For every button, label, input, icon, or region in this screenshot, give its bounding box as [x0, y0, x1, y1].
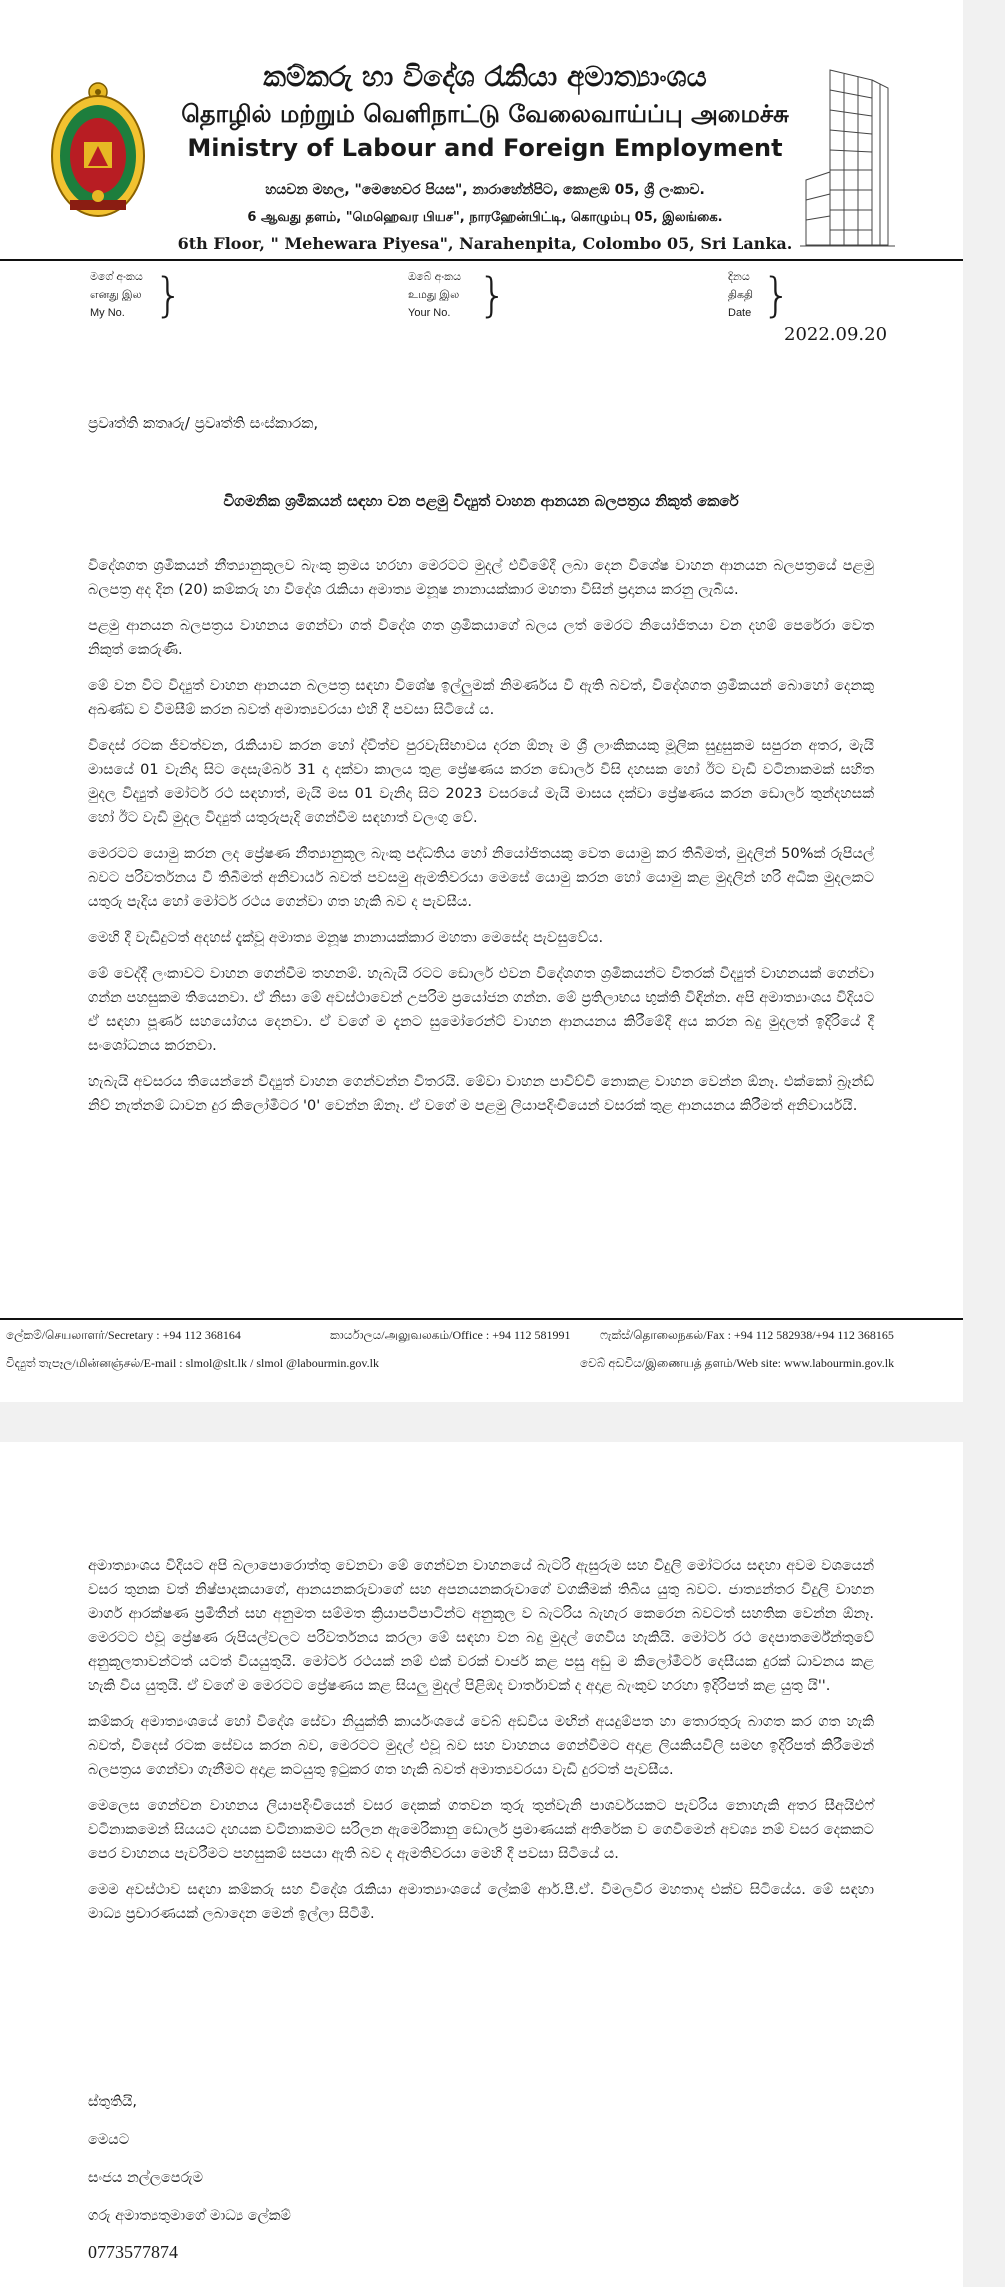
footer-fax: ෆැක්ස්/தொலைநகல்/Fax : +94 112 582938/+94 112 368165: [600, 1328, 894, 1342]
address-sinhala: හයවන මහල, "මෙහෙවර පියස", නාරාහේන්පිට, කොළඹ 05, ශ්‍රී ලංකාව.: [265, 182, 705, 198]
closing-thanks: ස්තුතියි,: [88, 2094, 138, 2110]
paragraph: මෙහි දී වැඩිදුටත් අදහස් දැක්වූ අමාත්‍ය මනූෂ නානායක්කාර මහතා මෙසේද පැවසුවේය.: [88, 930, 604, 946]
closing-for: මෙයට: [88, 2132, 130, 2148]
page2-body: [88, 1554, 874, 1938]
footer-divider: [0, 1318, 963, 1320]
ref-my-no: මගේ අංකය எனது இல My No. }: [90, 268, 184, 322]
address-tamil: 6 ஆவது தளம், "மெஹெவர பியச", நாரஹேன்பிட்டி, கொழும்பு 05, இலங்கை.: [247, 210, 723, 225]
paragraph: මේ වෙද්දී ලංකාවට වාහන ගෙන්වීම තහනම්. හැබැයි රටට ඩොලර් එවන විදේශගත ශ්‍රමිකයන්ට විතරක් විද්‍යුත් වාහනයක් ගෙන්වා ගන්න පහසුකම තියෙනවා. ඒ නිසා මේ අවස්ථාවෙන් උපරිම ප්‍රයෝජන ගන්න. මේ ප්‍රතිලාභය භුක්ති විඳින්න. අපි අමාත්‍යාංශය විදියට ඒ සඳහා පූර්ණ සහයෝගය දෙනවා. ඒ වගේ ම දැනට සුමෝරෙන්ට් වාහන ආනයනය කිරීමේදී අය කරන බදු මුදලත් ඉදිරියේ දී සංශෝධනය කරනවා.: [88, 966, 874, 1054]
footer-email: විද්‍යුත් තැපෑල/மின்னஞ்சல்/E-mail : slmol@slt.lk / slmol @labourmin.gov.lk: [6, 1356, 379, 1370]
ref-your-no-ta: உமது இல: [408, 289, 460, 301]
ministry-name-sinhala: කම්කරු හා විදේශ රැකියා අමාත්‍යාංශය: [263, 60, 707, 93]
ref-date-ta: திகதி: [728, 289, 754, 301]
ref-date-si: දිනය: [728, 271, 750, 283]
ref-date: දිනය திகதி Date }: [728, 268, 792, 322]
address-english: 6th Floor, " Mehewara Piyesa", Narahenpita, Colombo 05, Sri Lanka.: [177, 234, 793, 253]
ref-your-no-si: ඔබේ අංකය: [408, 271, 461, 283]
signatory-phone: 0773577874: [88, 2242, 178, 2262]
ref-my-no-ta: எனது இல: [90, 289, 142, 301]
letter-date: 2022.09.20: [784, 324, 888, 345]
paragraph: මෙරටට යොමු කරන ලද ප්‍රේෂණ නීත්‍යානුකූල බැංකු පද්ධතිය හෝ නියෝජිතයකු වෙත යොමු කර තිබීමත්, මුදලින් 50%ක් රුපියල් බවට පරිවර්තනය වී තිබීමත් අනිවාර්ය බවත් පවසමු ඇමතිවරයා මෙසේ යොමු කරන හෝ යොමු කළ මුදලින් හරි අධික මුදලකට යතුරු පැදිය හෝ මෝටර් රථය ගෙන්වා ගත හැකි බව ද පැවසීය.: [88, 846, 874, 910]
signatory-title: ගරු අමාත්‍යතුමාගේ මාධ්‍ය ලේකම්: [88, 2208, 291, 2224]
letter-page-2: [0, 1442, 963, 2287]
salutation: ප්‍රවෘත්ති කතෘරු/ ප්‍රවෘත්ති සංස්කාරක,: [88, 414, 319, 432]
ministry-name-tamil: தொழில் மற்றும் வெளிநாட்டு வேலைவாய்ப்பு அமைச்சு: [181, 100, 789, 128]
footer-website: වෙබ් අඩවිය/இணையத் தளம்/Web site: www.labourmin.gov.lk: [580, 1356, 895, 1370]
ministry-building-icon: [800, 60, 895, 250]
ref-my-no-en: My No.: [90, 307, 125, 319]
paragraph: අමාත්‍යාංශය විදියට අපි බලාපොරොත්තු වෙනවා මේ ගෙන්වන වාහනයේ බැටරි ඇසුරුම සහ විදුලි මෝටරය සඳහා අවම වශයෙන් වසර තුනක වත් නිෂ්පාදකයාගේ, ආනයනකරුවාගේ සහ අපනයනකරුවාගේ වගකීමක් තිබිය යුතු බවට. ජාත්‍යන්තර විදුලි වාහන මාගර් ආරක්ෂණ ප්‍රමිතීන් සහ අනුමත සම්මත ක්‍රියාපටිපාටින්ට අනුකූල ව බැටරිය බැහැර කෙරෙන බවටත් සහතික වෙන්න ඕනෑ. මෙරටට එවූ ප්‍රේෂණ රුපියල්වලට පරිවර්තනය කරලා මේ සඳහා වන බදු මුදල් ගෙවිය හැකියි. මෝටර් රථ දෙපාතර්මේන්තුවේ අනුකූලතාවන්ටත් යටත් වියයුතුයි. මෝටර් රථයක් නම් එක් වරක් චාජර් කළ පසු අඩු ම කිලෝමීටර් දෙසීයක දුරක් ධාවනය කළ හැකි විය යුතුයි. ඒ වගේ ම මෙරටට ප්‍රේෂණය කළ සියලු මුදල් පිළිඹද වාර්තාවක් ද අදාළ බැංකුව හරහා ඉදිරිපත් කළ යුතු යි''.: [88, 1558, 874, 1694]
paragraph: විදෙස් රටක ජීවත්වන, රැකියාව කරන හෝ ද්විත්ව පුරවැසිභාවය දරන ඕනෑ ම ශ්‍රී ලාංකිකයකු මූලික සුදුසුකම සපුරන අතර, මැයි මාසයේ 01 වැනිදා සිට දෙසැම්බර් 31 දා දක්වා කාලය තුළ ප්‍රේෂණය කරන ඩොලර් විසි දහසක හෝ ඊට වැඩි වටිනාකමක් සහිත මුදල විද්‍යුත් මෝටර් රථ සඳහාත්, මැයි මස 01 වැනිදා සිට 2023 වසරයේ මැයි මාසය දක්වා ප්‍රේෂණය කරන ඩොලර් තුන්දහසක් හෝ ඊට වැඩි මුදල විද්‍යුත් යතුරුපැදි ගෙන්වීම සඳහාත් වලංගු වේ.: [88, 738, 874, 826]
paragraph: මෙලෙස ගෙන්වන වාහනය ලියාපදිංචියෙන් වසර දෙකක් ගතවන තුරු තුන්වැනි පාශර්වයකට පැවරිය නොහැකි අතර සීඅයිඑෆ් වටිනාකමෙන් සියයට දහයක වටිනාකමට සරිලන ඇමෙරිකානු ඩොලර් ප්‍රමාණයක් අතිරේක ව ගෙවීමෙන් අවශ්‍ය නම් වසර දෙකකට පෙර වාහනය පැවරීමට පහසුකම් සපයා ඇති බව ද ඇමතිවරයා මෙහි දී පවසා සිටියේ ය.: [88, 1798, 874, 1862]
ministry-name-english: Ministry of Labour and Foreign Employment: [187, 134, 783, 162]
ref-your-no: ඔබේ අංකය உமது இல Your No. }: [408, 268, 508, 322]
ref-your-no-en: Your No.: [408, 307, 451, 319]
footer-secretary: ලේකම්/செயலாளர்/Secretary : +94 112 368164: [6, 1328, 241, 1342]
press-release-heading: විගමනික ශ්‍රමිකයන් සඳහා වන පළමු විද්‍යුත් වාහන ආනයන බලපත්‍රය නිකුත් කෙරේ: [223, 492, 739, 510]
paragraph: මේ වන විට විද්‍යුත් වාහන ආනයන බලපත්‍ර සඳහා විශේෂ ඉල්ලුමක් නිමර්ණය වී ඇති බවත්, විදේශගත ශ්‍රමිකයන් බොහෝ දෙනකු අඛණ්ඩ ව විමසීම් කරන බවත් අමාත්‍යවරයා එහි දී පවසා සිටියේ ය.: [88, 678, 874, 718]
paragraph: පළමු ආනයන බලපත්‍රය වාහනය ගෙන්වා ගත් විදේශ ගත ශ්‍රමිකයාගේ බලය ලත් මෙරට නියෝජිතයා වන දහම් පෙරේරා වෙත නිකුත් කෙරුණි.: [88, 618, 874, 658]
paragraph: විදේශගත ශ්‍රමිකයන් නීත්‍යානුකූලව බැංකු ක්‍රමය හරහා මෙරටට මුදල් එවීමේදී ලබා දෙන විශේෂ වාහන ආනයන බලපත්‍රයේ පළමු බලපත්‍ර අද දින (20) කම්කරු හා විදේශ රැකියා අමාත්‍ය මනූෂ නානායක්කාර මහතා විසින් ප්‍රදානය කරනු ලැබීය.: [88, 558, 874, 598]
paragraph: හැබැයි අවසරය තියෙන්නේ විද්‍යුත් වාහන ගෙන්වන්න විතරයි. මේවා වාහන පාවිච්චි නොකළ වාහන වෙන්න ඕනෑ. එක්කෝ බ්‍රෑන්ඩ් නිව් නැත්නම් ධාවන දුර කිලෝමීටර '0' වෙන්න ඕනෑ. ඒ වගේ ම පළමු ලියාපදිංචියෙන් වසරක් තුළ ආනයනය කිරීමත් අනිවාර්යයි.: [88, 1074, 874, 1114]
ref-date-en: Date: [728, 307, 752, 319]
page1-body: [88, 554, 874, 1130]
paragraph: මෙම අවස්ථාව සඳහා කම්කරු සහ විදේශ රැකියා අමාත්‍යාංශයේ ලේකම් ආර්.පී.ඒ. විමලවීර මහතාද එක්ව සිටියේය. මේ සඳහා මාධ්‍ය ප්‍රචාරණයක් ලබාදෙන මෙන් ඉල්ලා සිටිමි.: [88, 1882, 874, 1922]
sri-lanka-emblem-icon: [48, 76, 148, 222]
footer-office: කාර්යාලය/அலுவலகம்/Office : +94 112 581991: [330, 1328, 571, 1342]
ref-my-no-si: මගේ අංකය: [90, 271, 143, 283]
signatory-name: සංජය නල්ලපෙරුම: [88, 2170, 204, 2186]
paragraph: කම්කරු අමාත්‍යංශයේ හෝ විදේශ සේවා නියුක්ති කාර්යංශයේ වෙබ් අඩවිය මඟින් අයදුම්පත හා තොරතුරු බාගත කර ගත හැකි බවත්, විදෙස් රටක සේවය කරන බව, මෙරටට මුදල් එවූ බව සහ වාහනය ගෙන්වීමට අදාළ ලියකියවිලි සමඟ ඉදිරිපත් කිරීමෙන් බලපත්‍රය ගෙන්වා ගැනීමට අදාළ කටයුතු ඉටුකර ගත හැකි බවත් අමාත්‍යවරයා වැඩි දුරටත් පැවසීය.: [88, 1714, 874, 1778]
letterhead-divider: [0, 259, 963, 261]
